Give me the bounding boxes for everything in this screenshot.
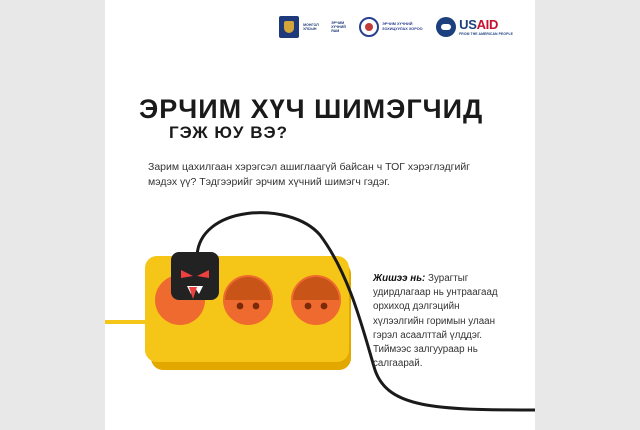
info-card — [105, 0, 535, 430]
page-subtitle: ГЭЖ ЮУ ВЭ? — [169, 123, 288, 142]
ministry-logo-text-2: ЭРЧИМ ХҮЧНИЙ ЯАМ — [331, 20, 346, 34]
ministry-logo-text-1: МОНГОЛ УЛСЫН — [303, 22, 319, 31]
example-text: Зурагтыг удирдлагаар нь унтраагаад орхиход дэлгэцийн хүлээлгийн горимын улаан гэрэл асаалттай үлддэг. Тиймээс залгуураар нь салгаарай. — [373, 273, 498, 370]
usaid-tagline: FROM THE AMERICAN PEOPLE — [459, 32, 513, 36]
socket-3 — [291, 275, 341, 325]
intro-paragraph: Зарим цахилгаан хэрэгсэл ашиглаагүй байсан ч ТОГ хэрэглэдгийг мэдэх үү? Тэдгээрийг эрчим хүчний шимэгч гэдэг. — [148, 161, 471, 188]
example-label: Жишээ нь: — [373, 273, 426, 284]
vampire-plug-icon — [171, 252, 219, 300]
socket-2 — [223, 275, 273, 325]
example-paragraph — [373, 272, 513, 371]
usaid-wordmark: USAID — [459, 17, 499, 32]
page-title: ЭРЧИМ ХҮЧ ШИМЭГЧИД — [139, 94, 484, 124]
erc-logo-text: ЭРЧИМ ХҮЧНИЙ ЗОХИЦУУЛАХ ХОРОО — [382, 22, 423, 31]
